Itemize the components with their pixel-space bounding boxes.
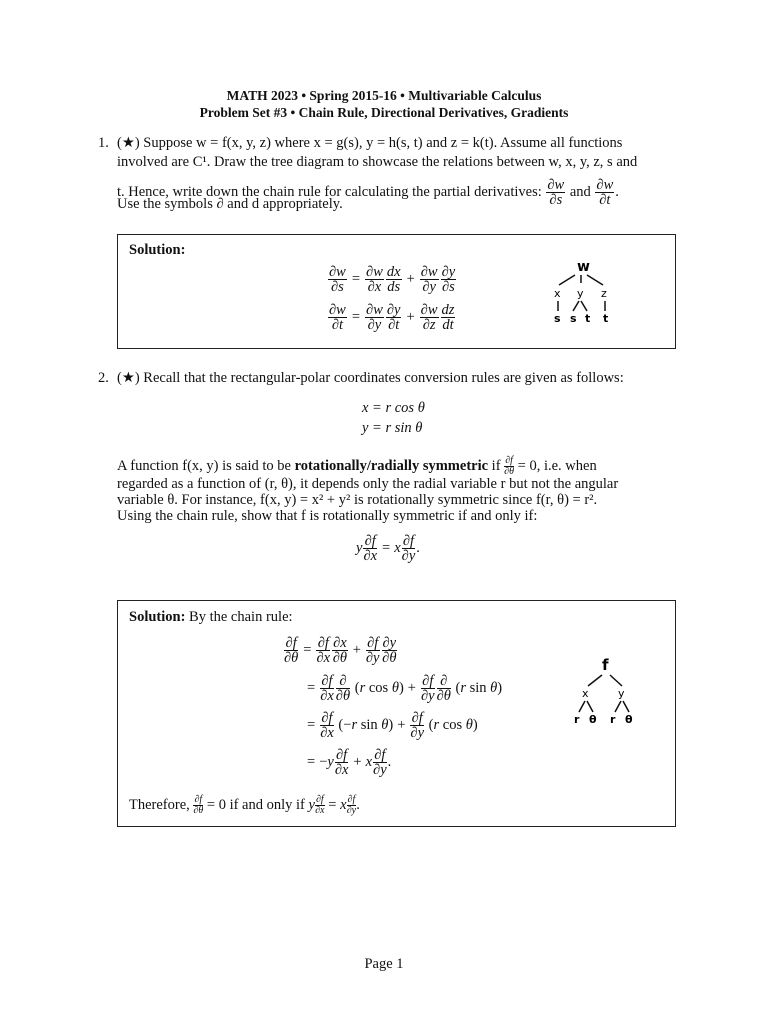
problem-1-line-1: [117, 133, 677, 153]
tree-2-leaf-3: r: [610, 713, 616, 726]
tree-1-leaf-3: t: [585, 312, 591, 325]
tree-1-y: y: [577, 287, 584, 300]
header-line-2: Problem Set #3 • Chain Rule, Directional Derivatives, Gradients: [199, 105, 569, 120]
tree-1-leaf-2: s: [570, 312, 577, 325]
p-a: A function f(x, y) is said to be: [117, 458, 291, 474]
problem-1-number: 1.: [98, 135, 109, 151]
tree-1-x: x: [554, 287, 561, 300]
solution-2-label: Solution:: [129, 609, 186, 625]
df-dtheta-mini: $\frac{\partial f}{\partial\theta}$: [504, 455, 515, 478]
problem-2-paragraph-line-4: Using the chain rule, show that f is rotationally symmetric if and only if:: [117, 508, 538, 524]
solution-2-intro-text: By the chain rule:: [189, 609, 293, 625]
chain-rule-ds: $\frac{\partial w}{\partial s}$ = $\frac{\partial w}{\partial x}$ $\frac{dx}{ds}$ + $\frac{\partial w}{\partial y}$ $\frac{\partial y}{\partial s}$: [329, 264, 456, 295]
problem-1-star: (★): [117, 135, 140, 151]
tree-1-root: w: [577, 259, 590, 275]
polar-eq-y: y = r sin θ: [362, 420, 423, 436]
solution-1-label: Solution:: [129, 242, 186, 258]
tree-1-z: z: [601, 287, 607, 300]
p-bold: rotationally/radially symmetric: [294, 458, 489, 474]
tree-2-x: x: [582, 687, 589, 700]
problem-2-number: 2.: [98, 370, 109, 386]
tree-2-root: f: [602, 656, 609, 674]
tree-1-leaf-1: s: [554, 312, 561, 325]
problem-1-line-2: involved are C¹. Draw the tree diagram to showcase the relations between w, x, y, z, s and: [117, 154, 638, 170]
chain-rule-dt: $\frac{\partial w}{\partial t}$ = $\frac{\partial w}{\partial y}$ $\frac{\partial y}{\partial t}$ + $\frac{\partial w}{\partial z}$ $\frac{dz}{dt}$: [329, 302, 455, 333]
derivation-line-3: = $\frac{\partial f}{\partial x}$ (−r sin θ) + $\frac{\partial f}{\partial y}$ (r cos θ): [307, 710, 478, 741]
p-b: if: [491, 458, 501, 474]
symmetry-condition: y $\frac{\partial f}{\partial x}$ = x $\frac{\partial f}{\partial y}$ .: [356, 533, 420, 564]
page-number: Page 1: [364, 956, 404, 972]
tree-2-y: y: [618, 687, 625, 700]
problem-1-line-3: t. Hence, write down the chain rule for calculating the partial derivatives: $\frac{\partial w}{\partial s}$ and $\frac{\partial w}{\partial t}$ .: [117, 177, 619, 208]
problem-1-text-3: t. Hence, write down the chain rule for calculating the partial derivatives:: [117, 183, 542, 200]
polar-eq-x: x = r cos θ: [362, 400, 425, 416]
derivation-line-2: = $\frac{\partial f}{\partial x}$ $\frac{\partial}{\partial\theta}$ (r cos θ) + $\frac{\partial f}{\partial y}$ $\frac{\partial}{\partial\theta}$ (r sin θ): [307, 673, 503, 704]
problem-1-line-4: Use the symbols ∂ and d appropriately.: [117, 196, 343, 212]
solution-2-intro: [129, 607, 293, 627]
tree-diagram-1: [545, 255, 625, 325]
therefore-line: Therefore, $\frac{\partial f}{\partial\theta}$ = 0 if and only if y $\frac{\partial f}{\partial x}$ = x $\frac{\partial f}{\partial y}$ .: [129, 794, 360, 817]
df-dtheta-mini-2: $\frac{\partial f}{\partial\theta}$: [193, 794, 204, 817]
problem-1-and: and: [569, 183, 591, 200]
therefore-b: = 0 if and only if: [206, 797, 305, 813]
tree-2-leaf-4: θ: [625, 713, 633, 726]
derivation-line-4: = −y $\frac{\partial f}{\partial x}$ + x $\frac{\partial f}{\partial y}$ .: [307, 747, 392, 778]
dw-ds-fraction: $\frac{\partial w}{\partial s}$: [547, 177, 565, 208]
problem-1-text-1: Suppose w = f(x, y, z) where x = g(s), y = h(s, t) and z = k(t). Assume all functions: [143, 135, 623, 151]
tree-diagram-2: [570, 652, 640, 727]
tree-1-leaf-4: t: [603, 312, 609, 325]
df-dy-mini: $\frac{\partial f}{\partial y}$: [346, 794, 357, 817]
dw-dt-fraction: $\frac{\partial w}{\partial t}$: [596, 177, 614, 208]
df-dx-mini: $\frac{\partial f}{\partial x}$: [315, 794, 325, 817]
tree-2-leaf-2: θ: [589, 713, 597, 726]
problem-2-paragraph-line-3: variable θ. For instance, f(x, y) = x² + y² is rotationally symmetric since f(r, θ) = r².: [117, 492, 598, 508]
problem-2-paragraph-line-2: regarded as a function of (r, θ), it depends only the radial variable r but not the angular: [117, 476, 619, 492]
therefore-a: Therefore,: [129, 797, 190, 813]
p-c: = 0, i.e. when: [517, 458, 597, 474]
problem-2-star: (★): [117, 370, 140, 386]
problem-2-intro-text: Recall that the rectangular-polar coordinates conversion rules are given as follows:: [143, 370, 624, 386]
problem-2-intro: [117, 368, 624, 388]
derivation-line-1: $\frac{\partial f}{\partial\theta}$ = $\frac{\partial f}{\partial x}$ $\frac{\partial x}{\partial\theta}$ + $\frac{\partial f}{\partial y}$ $\frac{\partial y}{\partial\theta}$: [284, 635, 397, 666]
tree-2-leaf-1: r: [574, 713, 580, 726]
header-line-1: MATH 2023 • Spring 2015-16 • Multivariable Calculus: [226, 88, 542, 103]
